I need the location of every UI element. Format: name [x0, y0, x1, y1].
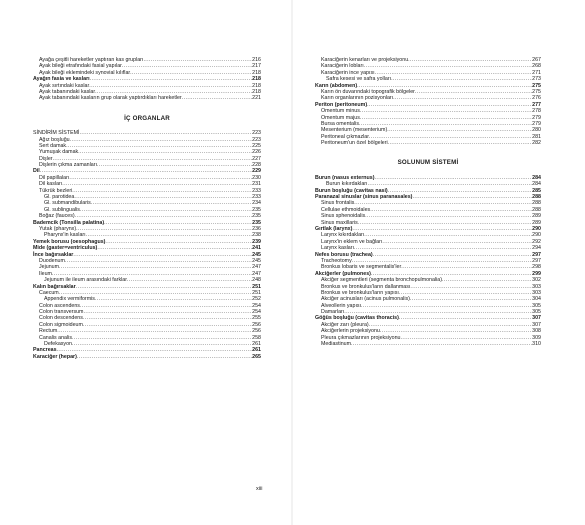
toc-entry-title: Pharynx'in kasları: [44, 232, 86, 239]
toc-entry-title: Gırtlak (larynx): [315, 226, 353, 232]
toc-entry-title: Burun kıkırdakları: [326, 181, 368, 188]
toc-entry-title: Safra kesesi ve safra yolları: [326, 76, 392, 83]
toc-entry-title: Defekasyon: [44, 341, 72, 348]
toc-entry-title: Akciğer acinusları (acinus pulmonalis): [321, 296, 410, 303]
toc-entry-page: 290: [532, 226, 541, 232]
toc-entry-title: Yutak (pharynx): [39, 226, 77, 232]
right-page: [293, 0, 585, 525]
toc-entry-title: Duodenum: [39, 257, 65, 264]
toc-entry-title: Dil kasları: [39, 181, 63, 188]
toc-entry-page: 298: [532, 264, 541, 271]
toc-entry-page: 285: [532, 187, 541, 194]
section-spacer: [33, 102, 261, 116]
toc-entry-page: 273: [532, 76, 541, 83]
toc-entry-page: 223: [252, 130, 261, 137]
toc-entry-title: Ayak sırtındaki kaslar: [39, 82, 90, 89]
toc-entry-title: Nefes borusu (trachea): [315, 251, 373, 258]
toc-entry-title: Periton (peritoneum): [315, 101, 368, 108]
toc-entry-page: 218: [252, 69, 261, 76]
toc-entry-page: 282: [532, 140, 541, 147]
toc-entry-title: Cellulae ethmoidales: [321, 206, 371, 213]
toc-entry-page: 280: [532, 127, 541, 134]
toc-entry-title: Mesenterium (mesenterium): [321, 127, 388, 134]
toc-entry-page: 256: [252, 328, 261, 335]
toc-entry-title: SİNDİRİM SİSTEMİ: [33, 130, 80, 137]
toc-entry-title: Karaciğer (hepar): [33, 353, 77, 360]
toc-entry-title: Akciğer segmentleri (segmenta bronchopulmonalia): [321, 277, 443, 284]
toc-entry-page: 235: [252, 219, 261, 226]
toc-entry-title: Peritoneal çıkmazlar: [321, 133, 369, 140]
toc-entry-page: 302: [532, 277, 541, 284]
toc-entry-page: 254: [252, 309, 261, 316]
toc-entry-page: 251: [252, 283, 261, 290]
section-spacer: [315, 146, 541, 160]
toc-entry-title: Larynx kasları: [321, 245, 354, 252]
toc-entry-title: Ayak bileği etrafındaki fasial yapılar: [39, 63, 122, 70]
toc-entry-title: Caecum: [39, 289, 59, 296]
toc-column-left: [33, 57, 261, 360]
toc-entry-page: 277: [532, 101, 541, 108]
toc-entry-title: Omentum minus: [321, 108, 360, 115]
toc-entry-title: Ileum: [39, 270, 52, 277]
toc-entry-title: Yemek borusu (oesophagus): [33, 238, 106, 245]
toc-entry-page: 245: [252, 257, 261, 264]
section-spacer: [315, 167, 541, 175]
toc-entry-title: Sinus frontalis: [321, 200, 355, 207]
toc-entry-page: 310: [532, 341, 541, 348]
toc-entry[interactable]: [33, 354, 261, 360]
toc-entry[interactable]: [315, 140, 541, 146]
toc-entry-title: Sinus sphenoidalis: [321, 213, 366, 220]
toc-entry-page: 297: [532, 257, 541, 264]
toc-entry-page: 228: [252, 162, 261, 169]
toc-entry-title: Mide (gaster=ventriculus): [33, 245, 98, 252]
toc-entry-title: Dil: [33, 168, 40, 175]
toc-entry-title: Göğüs boşluğu (cavitas thoracis): [315, 315, 399, 322]
toc-entry-title: İnce bağırsaklar: [33, 251, 74, 258]
toc-entry-page: 239: [252, 238, 261, 245]
toc-entry-title: Jejunum: [39, 264, 60, 271]
toc-entry-title: Gl. submandibularis: [44, 200, 91, 207]
toc-entry-page: 265: [252, 353, 261, 360]
toc-entry-page: 288: [532, 200, 541, 207]
toc-entry-page: 289: [532, 213, 541, 220]
toc-entry-page: 288: [532, 194, 541, 201]
toc-entry-title: Bronkus lobaris ve segmentalis'ler: [321, 264, 402, 271]
toc-entry-title: Colon descendens: [39, 315, 83, 322]
toc-entry-title: Karın organlarının pozisyonları: [321, 95, 394, 102]
toc-entry-title: Bronkus ve bronkulus'ların yapısı: [321, 289, 399, 296]
toc-entry-title: Burun (nasus externus): [315, 174, 375, 181]
toc-entry-page: 229: [252, 168, 261, 175]
toc-entry-title: Karaciğerin lobları: [321, 63, 364, 70]
toc-entry-page: 261: [252, 347, 261, 354]
toc-entry-title: Rectum: [39, 328, 58, 335]
toc-entry-page: 278: [532, 108, 541, 115]
toc-entry-page: 284: [532, 181, 541, 188]
toc-entry-page: 281: [532, 133, 541, 140]
dot-leader: [388, 140, 532, 146]
toc-entry-title: Tracheotomy: [321, 257, 352, 264]
toc-entry[interactable]: [33, 95, 261, 101]
toc-entry-page: 307: [532, 315, 541, 322]
toc-entry-title: Larynx'in eklem ve bağları: [321, 238, 383, 245]
toc-entry-page: 233: [252, 187, 261, 194]
toc-entry-title: Colon ascendens: [39, 302, 80, 309]
toc-entry-title: Akciğer zarı (pleura): [321, 321, 369, 328]
toc-entry-title: Pancreas: [33, 347, 57, 354]
toc-entry-page: 248: [252, 277, 261, 284]
toc-entry-title: Karaciğerin ince yapısı: [321, 69, 375, 76]
toc-entry-page: 303: [532, 289, 541, 296]
toc-entry-page: 216: [252, 57, 261, 63]
toc-entry-page: 309: [532, 334, 541, 341]
toc-entry-title: Bronkus ve bronkulus'ların dallanması: [321, 283, 411, 290]
toc-entry-page: 247: [252, 264, 261, 271]
page-number-left: xiii: [256, 486, 263, 492]
toc-entry-page: 299: [532, 270, 541, 277]
toc-entry-page: 279: [532, 114, 541, 121]
toc-entry-page: 221: [252, 95, 261, 102]
toc-entry-page: 217: [252, 63, 261, 70]
toc-entry-page: 227: [252, 155, 261, 162]
toc-entry-page: 268: [532, 63, 541, 70]
toc-entry-title: Jejunum ile ileum arasındaki farklar: [44, 277, 128, 284]
toc-entry-page: 305: [532, 302, 541, 309]
toc-entry-title: Karın (abdomen): [315, 82, 358, 89]
toc-entry-page: 218: [252, 88, 261, 95]
toc-entry-title: Burun boşluğu (cavitas nasi): [315, 187, 388, 194]
toc-column-right: [315, 57, 541, 347]
toc-entry-title: Sert damak: [39, 142, 67, 149]
section-heading: İÇ ORGANLAR: [124, 114, 170, 122]
toc-entry-page: 245: [252, 251, 261, 258]
toc-entry-page: 241: [252, 245, 261, 252]
toc-entry-page: 218: [252, 82, 261, 89]
toc-entry-title: Dişler: [39, 155, 53, 162]
toc-entry-page: 294: [532, 245, 541, 252]
toc-entry-title: Alveollerin yapısı: [321, 302, 362, 309]
toc-entry-title: Ayağın fasia ve kasları: [33, 76, 90, 83]
toc-entry-page: 275: [532, 82, 541, 89]
toc-entry-page: 218: [252, 76, 261, 83]
toc-entry-title: Yumuşak damak: [39, 149, 79, 156]
toc-entry-title: Ağız boşluğu: [39, 136, 70, 143]
toc-entry-page: 271: [532, 69, 541, 76]
toc-entry[interactable]: [315, 341, 541, 347]
toc-entry-page: 230: [252, 174, 261, 181]
toc-entry-page: 284: [532, 174, 541, 181]
toc-entry-title: Dil papillaları: [39, 174, 70, 181]
toc-entry-page: 288: [532, 206, 541, 213]
section-spacer: [33, 122, 261, 130]
toc-entry-title: Kalın bağırsaklar: [33, 283, 76, 290]
toc-entry-page: 304: [532, 296, 541, 303]
toc-entry-title: Pleura çıkmazlarının projeksiyonu: [321, 334, 401, 341]
left-page: [0, 0, 292, 525]
toc-entry-page: 308: [532, 328, 541, 335]
toc-entry-page: 238: [252, 232, 261, 239]
toc-entry-title: Karın ön duvarındaki topografik bölgeler: [321, 88, 415, 95]
toc-entry-page: 235: [252, 213, 261, 220]
toc-entry-title: Ayak tabanındaki kasların grup olarak yaptırdıkları hareketler: [39, 95, 182, 102]
toc-entry-title: Omentum majus: [321, 114, 360, 121]
toc-entry-page: 233: [252, 194, 261, 201]
toc-entry-title: Ayak tabanındaki kaslar: [39, 88, 96, 95]
toc-entry-page: 254: [252, 302, 261, 309]
toc-entry-page: 225: [252, 142, 261, 149]
toc-entry-title: Boğaz (fauces): [39, 213, 75, 220]
toc-entry-title: Colon sigmoideum: [39, 321, 83, 328]
toc-entry-title: Tükrük bezleri: [39, 187, 73, 194]
toc-entry-page: 258: [252, 334, 261, 341]
toc-entry-page: 276: [532, 95, 541, 102]
toc-entry-page: 255: [252, 315, 261, 322]
dot-leader: [77, 354, 252, 360]
toc-entry-title: Damarları: [321, 309, 345, 316]
toc-entry-title: Bademcik (Tonsilla palatina): [33, 219, 105, 226]
toc-entry-title: Sinus maxillaris: [321, 219, 358, 226]
toc-entry-page: 279: [532, 120, 541, 127]
toc-entry-title: Paranazal sinuslar (sinus paranasales): [315, 194, 413, 201]
toc-entry-page: 231: [252, 181, 261, 188]
toc-entry-title: Bursa omentalis: [321, 120, 359, 127]
toc-entry-title: Karaciğerin kenarları ve projeksiyonu: [321, 57, 409, 63]
toc-entry-title: Akciğerler (pulmones): [315, 270, 371, 277]
toc-entry-title: Canalis analis: [39, 334, 72, 341]
toc-entry-page: 247: [252, 270, 261, 277]
toc-entry-page: 289: [532, 219, 541, 226]
toc-entry-page: 290: [532, 232, 541, 239]
toc-entry-title: Gl. sublingualis: [44, 206, 80, 213]
dot-leader: [351, 341, 532, 347]
toc-entry-title: Peritoneum'un özel bölgeleri: [321, 140, 388, 147]
toc-entry-title: Larynx kıkırdakları: [321, 232, 365, 239]
toc-entry-page: 234: [252, 200, 261, 207]
toc-entry-page: 297: [532, 251, 541, 258]
toc-entry-page: 307: [532, 321, 541, 328]
toc-entry-page: 226: [252, 149, 261, 156]
toc-entry-page: 267: [532, 57, 541, 63]
toc-entry-page: 305: [532, 309, 541, 316]
toc-entry-title: Ayağa çeşitli hareketler yaptıran kas grupları: [39, 57, 144, 63]
toc-entry-page: 223: [252, 136, 261, 143]
toc-entry-page: 256: [252, 321, 261, 328]
toc-entry-title: Dişlerin çıkma zamanları: [39, 162, 97, 169]
toc-entry-title: Akciğerlerin projeksiyonu: [321, 328, 380, 335]
toc-entry-title: Gl. parotidea: [44, 194, 75, 201]
dot-leader: [182, 95, 252, 101]
toc-entry-title: Colon transversum: [39, 309, 84, 316]
toc-entry-page: 252: [252, 296, 261, 303]
toc-entry-page: 235: [252, 206, 261, 213]
toc-entry-page: 236: [252, 226, 261, 232]
toc-entry-page: 275: [532, 88, 541, 95]
toc-entry-page: 251: [252, 289, 261, 296]
toc-entry-page: 261: [252, 341, 261, 348]
toc-entry-title: Ayak bileği eklemindeki synovial kılıflar: [39, 69, 131, 76]
toc-entry-title: Appendix vermiformis: [44, 296, 95, 303]
section-heading: SOLUNUM SİSTEMİ: [397, 159, 459, 167]
toc-entry-page: 292: [532, 238, 541, 245]
toc-entry-page: 303: [532, 283, 541, 290]
toc-entry-title: Mediastinum: [321, 341, 352, 348]
